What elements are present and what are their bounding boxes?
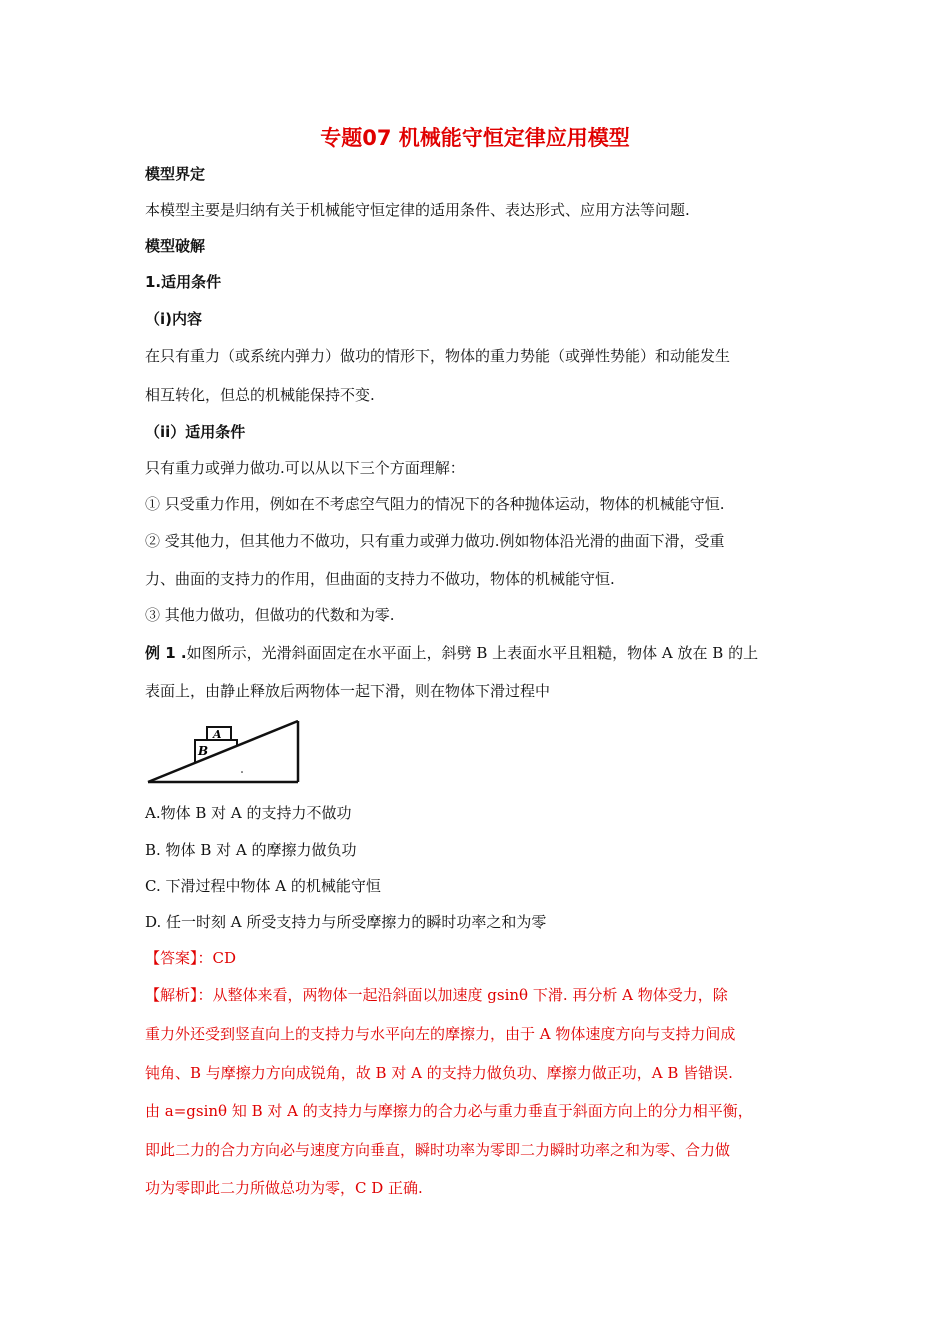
analysis-line: 由 a=gsinθ 知 B 对 A 的支持力与摩擦力的合力必与重力垂直于斜面方向上的分力相平衡， [145,1102,753,1120]
option-a: A.物体 B 对 A 的支持力不做功 [145,804,352,822]
define-text: 本模型主要是归纳有关于机械能守恒定律的适用条件、表达形式、应用方法等问题. [145,201,690,219]
analysis-line: 即此二力的合力方向必与速度方向垂直，瞬时功率为零即二力瞬时功率之和为零、合力做 [145,1141,731,1159]
subheading-content: （i)内容 [145,310,202,328]
example-label: 例 1 . [145,644,187,662]
section-heading-define: 模型界定 [145,165,206,183]
option-c: C. 下滑过程中物体 A 的机械能守恒 [145,877,381,895]
content-paragraph-line: 相互转化，但总的机械能保持不变. [145,386,375,404]
incline-slope [148,721,298,782]
condition-2-line: 力、曲面的支持力的作用，但曲面的支持力不做功，物体的机械能守恒. [145,570,615,588]
analysis-line: 【解析】：从整体来看，两物体一起沿斜面以加速度 gsinθ 下滑. 再分析 A 物体受力，除 [145,986,728,1004]
wedge-b-label: B [198,744,209,758]
analysis-line: 功为零即此二力所做总功为零，C D 正确. [145,1179,423,1197]
option-d: D. 任一时刻 A 所受支持力与所受摩擦力的瞬时功率之和为零 [145,913,547,931]
figure-dot [241,771,243,773]
answer: 【答案】：CD [145,949,237,967]
block-a-label: A [213,728,222,741]
analysis-line: 重力外还受到竖直向上的支持力与水平向左的摩擦力，由于 A 物体速度方向与支持力间成 [145,1025,736,1043]
content-paragraph-line: 在只有重力（或系统内弹力）做功的情形下，物体的重力势能（或弹性势能）和动能发生 [145,347,731,365]
analysis-line: 钝角、B 与摩擦力方向成锐角，故 B 对 A 的支持力做负功、摩擦力做正功，A B 皆错误. [145,1064,733,1082]
subheading-applicable: （ii）适用条件 [145,423,246,441]
section-heading-solve: 模型破解 [145,237,206,255]
example-1-line [145,643,758,663]
condition-1: ① 只受重力作用，例如在不考虑空气阻力的情况下的各种抛体运动，物体的机械能守恒. [145,495,725,513]
conditions-intro: 只有重力或弹力做功.可以从以下三个方面理解： [145,459,465,477]
incline-figure [145,720,305,786]
condition-3: ③ 其他力做功，但做功的代数和为零. [145,606,395,624]
page-title: 专题07 机械能守恒定律应用模型 [320,126,630,150]
example-text: 如图所示，光滑斜面固定在水平面上，斜劈 B 上表面水平且粗糙，物体 A 放在 B 的上 [186,644,759,662]
example-1-line: 表面上，由静止释放后两物体一起下滑，则在物体下滑过程中 [145,682,551,700]
option-b: B. 物体 B 对 A 的摩擦力做负功 [145,841,357,859]
condition-2-line: ② 受其他力，但其他力不做功，只有重力或弹力做功.例如物体沿光滑的曲面下滑，受重 [145,532,725,550]
subheading-conditions: 1.适用条件 [145,273,222,291]
